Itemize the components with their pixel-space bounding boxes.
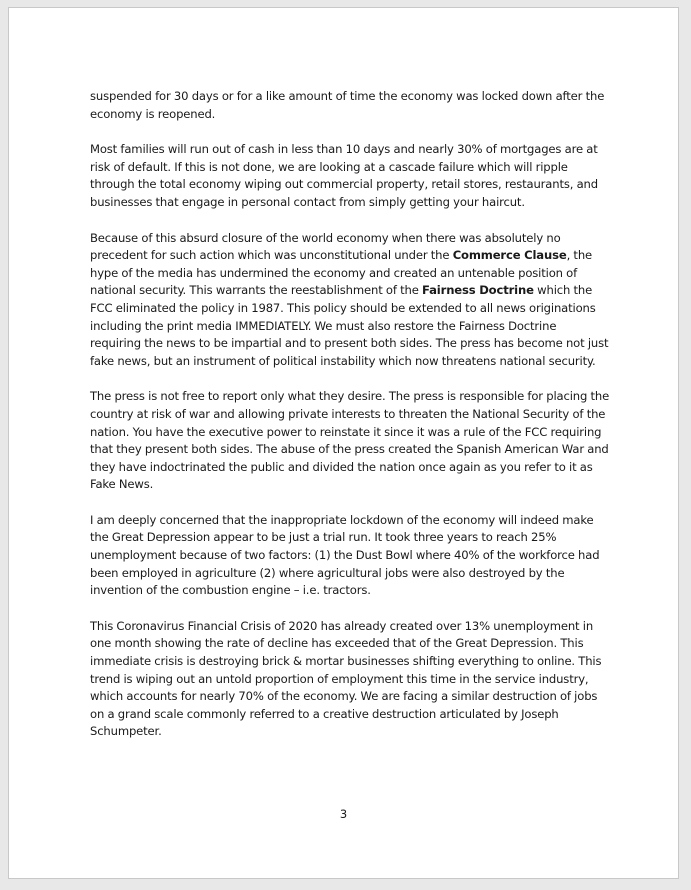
paragraph-3-text-a: Because of this absurd closure of the world economy when there was absolutely no precedent for such action which was unconstitutional under the [90, 230, 561, 263]
paragraph-5-text: I am deeply concerned that the inappropriate lockdown of the economy will indeed make the Great Depression appear to be just a trial run. It took three years to reach 25% unemployment because of two factors: (1) the Dust Bowl where 40% of the workforce had been employed in agriculture (2) where agricultural jobs were also destroyed by the invention of the combustion engine – i.e. tractors. [90, 512, 600, 598]
fairness-doctrine-term: Fairness Doctrine [422, 283, 534, 298]
paragraph-2 [90, 141, 610, 211]
paragraph-2-text: Most families will run out of cash in less than 10 days and nearly 30% of mortgages are at risk of default. If this is not done, we are looking at a cascade failure which will ripple through the total economy wiping out commercial property, retail stores, restaurants, and businesses that engage in personal contact from simply getting your haircut. [90, 142, 598, 209]
paragraph-1-text: suspended for 30 days or for a like amount of time the economy was locked down after the economy is reopened. [90, 89, 605, 121]
paragraph-5 [90, 512, 610, 600]
paragraph-6 [90, 618, 610, 741]
document-body [90, 88, 610, 759]
paragraph-3-text-b: , the hype of the media has undermined the economy and created an untenable position of national security. This warrants the reestablishment of the [90, 248, 593, 298]
commerce-clause-term: Commerce Clause [452, 248, 567, 263]
paragraph-3 [90, 230, 610, 371]
paragraph-3-text-c: which the FCC eliminated the policy in 1987. This policy should be extended to all news originations including the print media IMMEDIATELY. We must also restore the Fairness Doctrine requiring the news to be impartial and to present both sides. The press has become not just fake news, but an instrument of political instability which now threatens national security. [90, 283, 609, 368]
paragraph-4-text: The press is not free to report only what they desire. The press is responsible for placing the country at risk of war and allowing private interests to threaten the National Security of the nation. You have the executive power to reinstate it since it was a rule of the FCC requiring that they present both sides. The abuse of the press created the Spanish American War and they have indoctrinated the public and divided the nation once again as you refer to it as Fake News. [90, 389, 610, 492]
paragraph-4 [90, 388, 610, 494]
page-number: 3 [339, 807, 348, 821]
paragraph-1 [90, 88, 610, 123]
paragraph-6-text: This Coronavirus Financial Crisis of 2020 has already created over 13% unemployment in one month showing the rate of decline has exceeded that of the Great Depression. This immediate crisis is destroying brick & mortar businesses shifting everything to online. This trend is wiping out an untold proportion of employment this time in the service industry, which accounts for nearly 70% of the economy. We are facing a similar destruction of jobs on a grand scale commonly referred to a creative destruction articulated by Joseph Schumpeter. [90, 618, 602, 739]
document-page [8, 7, 679, 879]
